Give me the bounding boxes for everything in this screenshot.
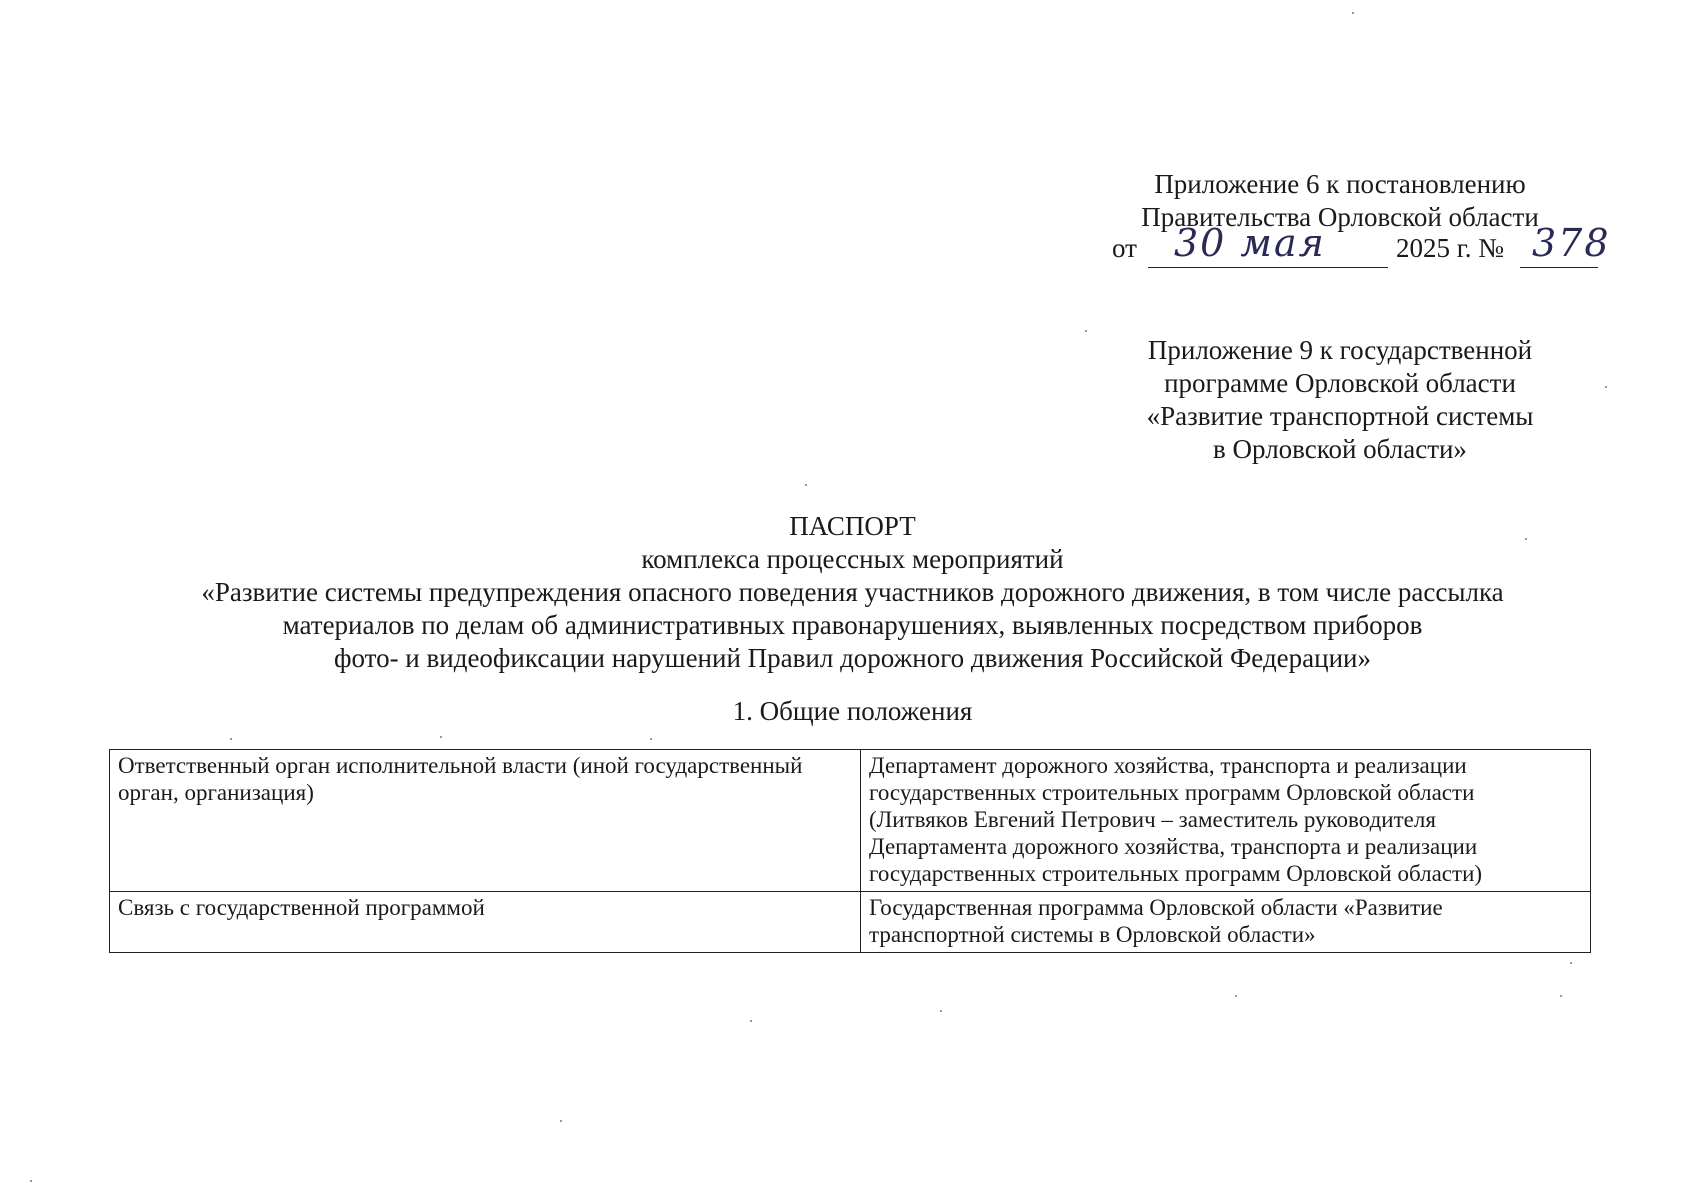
year-number-label: 2025 г. № — [1396, 233, 1505, 263]
appendix-6-line-1: Приложение 6 к постановлению — [1154, 169, 1526, 199]
row-2-value-line-2: транспортной системы в Орловской области» — [869, 922, 1316, 947]
scan-speck — [750, 1020, 752, 1022]
passport-name-line-2: материалов по делам об административных правонарушениях, выявленных посредством приборов — [282, 610, 1423, 640]
passport-program-name — [110, 576, 1595, 675]
scan-speck — [1605, 386, 1607, 388]
appendix-9-line-1: Приложение 9 к государственной — [1147, 335, 1533, 365]
handwritten-number: 378 — [1532, 221, 1611, 265]
table-cell-label — [110, 750, 861, 892]
appendix-9-line-3: «Развитие транспортной системы — [1146, 401, 1534, 431]
row-2-label-line-1: Связь с государственной программой — [118, 895, 485, 920]
row-1-value-line-4: Департамента дорожного хозяйства, транспорта и реализации — [869, 834, 1478, 859]
date-blank — [1148, 221, 1388, 268]
scan-speck — [1235, 995, 1237, 997]
table-row — [110, 892, 1591, 953]
decree-date-number-line — [1112, 221, 1612, 273]
row-1-label-line-1: Ответственный орган исполнительной власти (иной государственный — [118, 753, 803, 778]
table-cell-label — [110, 892, 861, 953]
general-provisions-table — [109, 749, 1591, 953]
number-blank — [1520, 221, 1611, 268]
scan-speck — [30, 1180, 32, 1182]
row-1-value-line-1: Департамент дорожного хозяйства, транспорта и реализации — [869, 753, 1467, 778]
table-cell-value — [861, 750, 1591, 892]
appendix-6-line-2: Правительства Орловской области — [1141, 202, 1539, 232]
row-1-value-line-2: государственных строительных программ Орловской области — [869, 780, 1475, 805]
scan-speck — [1560, 995, 1562, 997]
scan-speck — [440, 736, 442, 738]
scan-speck — [1570, 962, 1572, 964]
row-2-value-line-1: Государственная программа Орловской области «Развитие — [869, 895, 1443, 920]
scan-speck — [1352, 12, 1354, 14]
table-cell-value — [861, 892, 1591, 953]
row-1-label-line-2: орган, организация) — [118, 780, 314, 805]
appendix-9-header — [1110, 334, 1570, 466]
scan-speck — [650, 738, 652, 740]
scan-speck — [1525, 538, 1527, 540]
scan-speck — [940, 1010, 942, 1012]
handwritten-date: 30 мая — [1174, 221, 1326, 265]
from-label: от — [1112, 233, 1137, 263]
table-row — [110, 750, 1591, 892]
appendix-9-line-4: в Орловской области» — [1213, 434, 1467, 464]
passport-subtitle: комплекса процессных мероприятий — [641, 544, 1064, 574]
scan-speck — [230, 738, 232, 740]
passport-title: ПАСПОРТ — [789, 511, 916, 541]
section-title: 1. Общие положения — [732, 696, 973, 726]
row-1-value-line-5: государственных строительных программ Орловской области) — [869, 861, 1483, 886]
passport-name-line-3: фото- и видеофиксации нарушений Правил дорожного движения Российской Федерации» — [333, 643, 1371, 673]
passport-name-line-1: «Развитие системы предупреждения опасного поведения участников дорожного движения, в том числе рассылка — [201, 577, 1504, 607]
scan-speck — [1085, 330, 1087, 332]
row-1-value-line-3: (Литвяков Евгений Петрович – заместитель руководителя — [869, 807, 1436, 832]
scan-speck — [560, 1120, 562, 1122]
scan-speck — [805, 484, 807, 486]
appendix-9-line-2: программе Орловской области — [1164, 368, 1516, 398]
